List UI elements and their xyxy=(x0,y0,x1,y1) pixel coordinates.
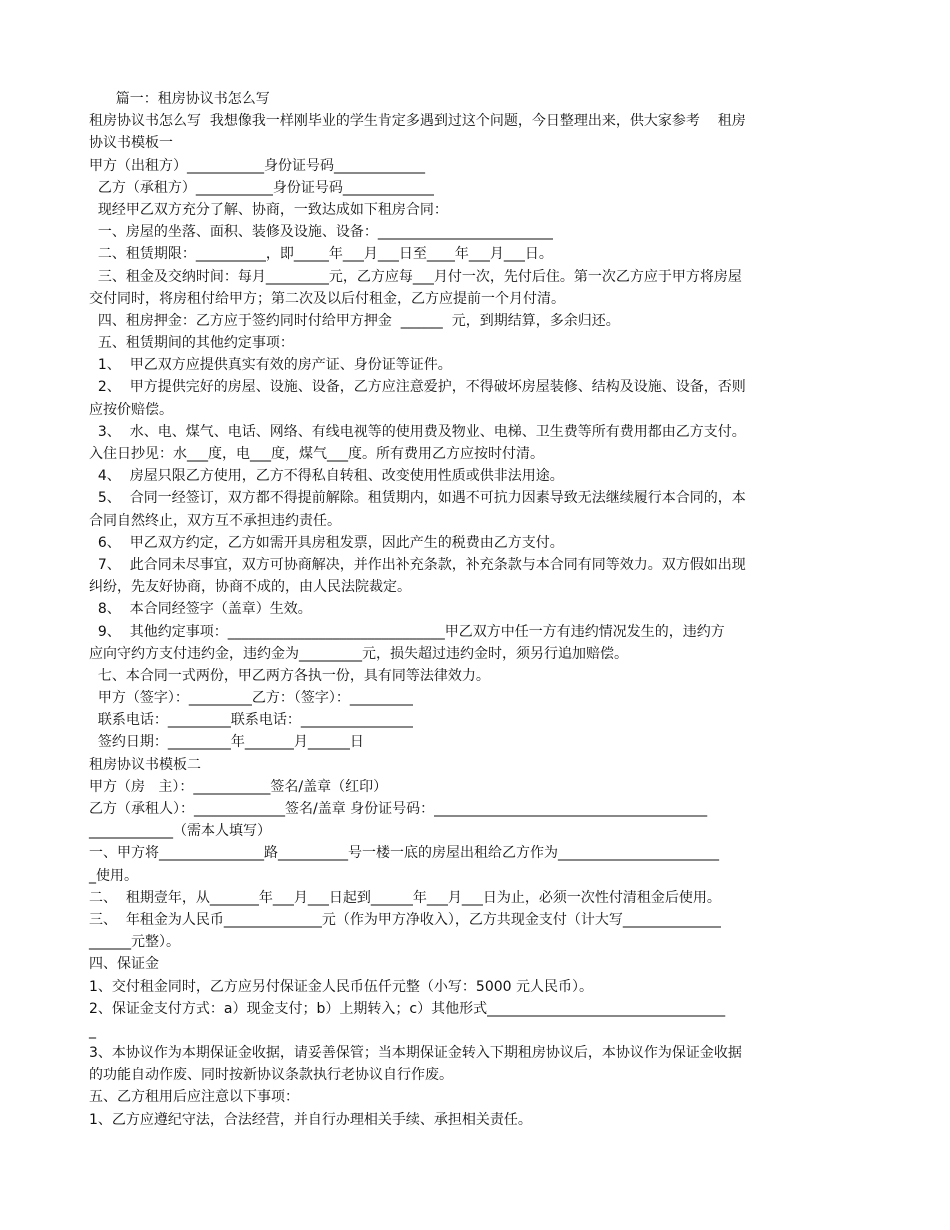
text-line: 五、乙方租用后应注意以下事项： xyxy=(89,1089,299,1106)
text-line: 甲方（房 主）：___________签名/盖章（红印） xyxy=(89,778,388,795)
text-line: 8、 本合同经签字（盖章）生效。 xyxy=(89,601,312,618)
text-line: 6、 甲乙双方约定，乙方如需开具房租发票，因此产生的税费由乙方支付。 xyxy=(89,534,564,551)
text-line: 篇一：租房协议书怎么写 xyxy=(89,91,270,107)
text-line: 1、交付租金同时，乙方应另付保证金人民币伍仟元整（小写：5000 元人民币）。 xyxy=(89,978,593,995)
document-body xyxy=(89,88,864,1131)
text-line: 的功能自动作废、同时按新协议条款执行老协议自行作废。 xyxy=(89,1067,453,1084)
text-line: 3、 水、电、煤气、电话、网络、有线电视等的使用费及物业、电梯、卫生费等所有费用都由乙方支付。 xyxy=(89,423,746,440)
text-line: 三、 年租金为人民币______________元（作为甲方净收入），乙方共现金支付（计大写______________ xyxy=(89,911,721,928)
text-line: 5、 合同一经签订，双方都不得提前解除。租赁期内，如遇不可抗力因素导致无法继续履行本合同的，本 xyxy=(89,490,746,507)
text-line: 2、保证金支付方式：a）现金支付；b）上期转入；c）其他形式__________________________________ xyxy=(89,1000,726,1017)
text-line: 一、甲方将_______________路__________号一楼一底的房屋出租给乙方作为_______________________ xyxy=(89,845,719,862)
text-line: 三、租金及交纳时间：每月_________元，乙方应每___月付一次，先付后住。第一次乙方应于甲方将房屋 xyxy=(89,268,742,285)
text-line: 9、 其他约定事项：_______________________________甲乙双方中任一方有违约情况发生的，违约方 xyxy=(89,623,725,640)
text-line: 7、 此合同未尽事宜，双方可协商解决，并作出补充条款，补充条款与本合同有同等效力。双方假如出现 xyxy=(89,556,746,573)
text-line: 二、 租期壹年，从_______年___月___日起到______年___月___日为止，必须一次性付清租金后使用。 xyxy=(89,889,721,906)
text-line: 纠纷，先友好协商，协商不成的，由人民法院裁定。 xyxy=(89,579,411,596)
text-line: 交付同时，将房租付给甲方；第二次及以后付租金，乙方应提前一个月付清。 xyxy=(89,290,565,307)
text-line: 租房协议书怎么写 我想像我一样刚毕业的学生肯定多遇到过这个问题，今日整理出来，供大家参考 租房 xyxy=(89,113,746,130)
text-line: 签约日期：_________年_______月______日 xyxy=(89,734,364,751)
text-line: 租房协议书模板二 xyxy=(89,756,201,773)
text-line: 乙方（承租人）：_____________签名/盖章 身份证号码：_______________________________________ xyxy=(89,801,708,817)
text-line: 一、房屋的坐落、面积、装修及设施、设备：_________________________ xyxy=(89,224,553,241)
text-line: 2、 甲方提供完好的房屋、设施、设备，乙方应注意爱护，不得破坏房屋装修、结构及设施、设备，否则 xyxy=(89,379,746,396)
text-line: 1、 甲乙双方应提供真实有效的房产证、身份证等证件。 xyxy=(89,357,452,374)
text-line: 应按价赔偿。 xyxy=(89,401,173,418)
text-line: 4、 房屋只限乙方使用，乙方不得私自转租、改变使用性质或供非法用途。 xyxy=(89,468,564,485)
text-line: 七、本合同一式两份，甲乙两方各执一份，具有同等法律效力。 xyxy=(89,667,490,684)
text-line: 现经甲乙双方充分了解、协商，一致达成如下租房合同： xyxy=(89,201,448,218)
text-line: 3、本协议作为本期保证金收据，请妥善保管；当本期保证金转入下期租房协议后，本协议作为保证金收据 xyxy=(89,1045,742,1062)
text-line: 甲方（出租方）___________身份证号码_____________ xyxy=(89,157,425,174)
text-line: ______元整）。 xyxy=(89,934,180,951)
text-line: 联系电话：_________联系电话：________________ xyxy=(89,712,413,729)
text-line: _使用。 xyxy=(89,867,138,884)
text-line: 1、乙方应遵纪守法，合法经营，并自行办理相关手续、承担相关责任。 xyxy=(89,1111,532,1128)
text-line: 应向守约方支付违约金，违约金为_________元，损失超过违约金时，须另行追加赔偿。 xyxy=(89,645,628,662)
text-line: 入住日抄见：水___度，电___度，煤气___度。所有费用乙方应按时付清。 xyxy=(89,446,544,462)
text-line: 二、租赁期限：__________，即_____年___月___日至____年___月___日。 xyxy=(89,246,553,263)
text-line: 协议书模板一 xyxy=(89,135,173,152)
text-line: 甲方（签字）：_________乙方：（签字）：_________ xyxy=(89,690,413,707)
text-line: 乙方（承租方）___________身份证号码_____________ xyxy=(89,179,434,196)
text-line: 四、保证金 xyxy=(89,956,159,973)
text-line: ____________（需本人填写） xyxy=(89,823,271,840)
text-line: 四、租房押金：乙方应于签约同时付给甲方押金 ______ 元，到期结算，多余归还。 xyxy=(89,312,620,329)
text-line: _ xyxy=(89,1022,96,1039)
text-line: 合同自然终止，双方互不承担违约责任。 xyxy=(89,512,341,529)
text-line: 五、租赁期间的其他约定事项： xyxy=(89,335,294,352)
